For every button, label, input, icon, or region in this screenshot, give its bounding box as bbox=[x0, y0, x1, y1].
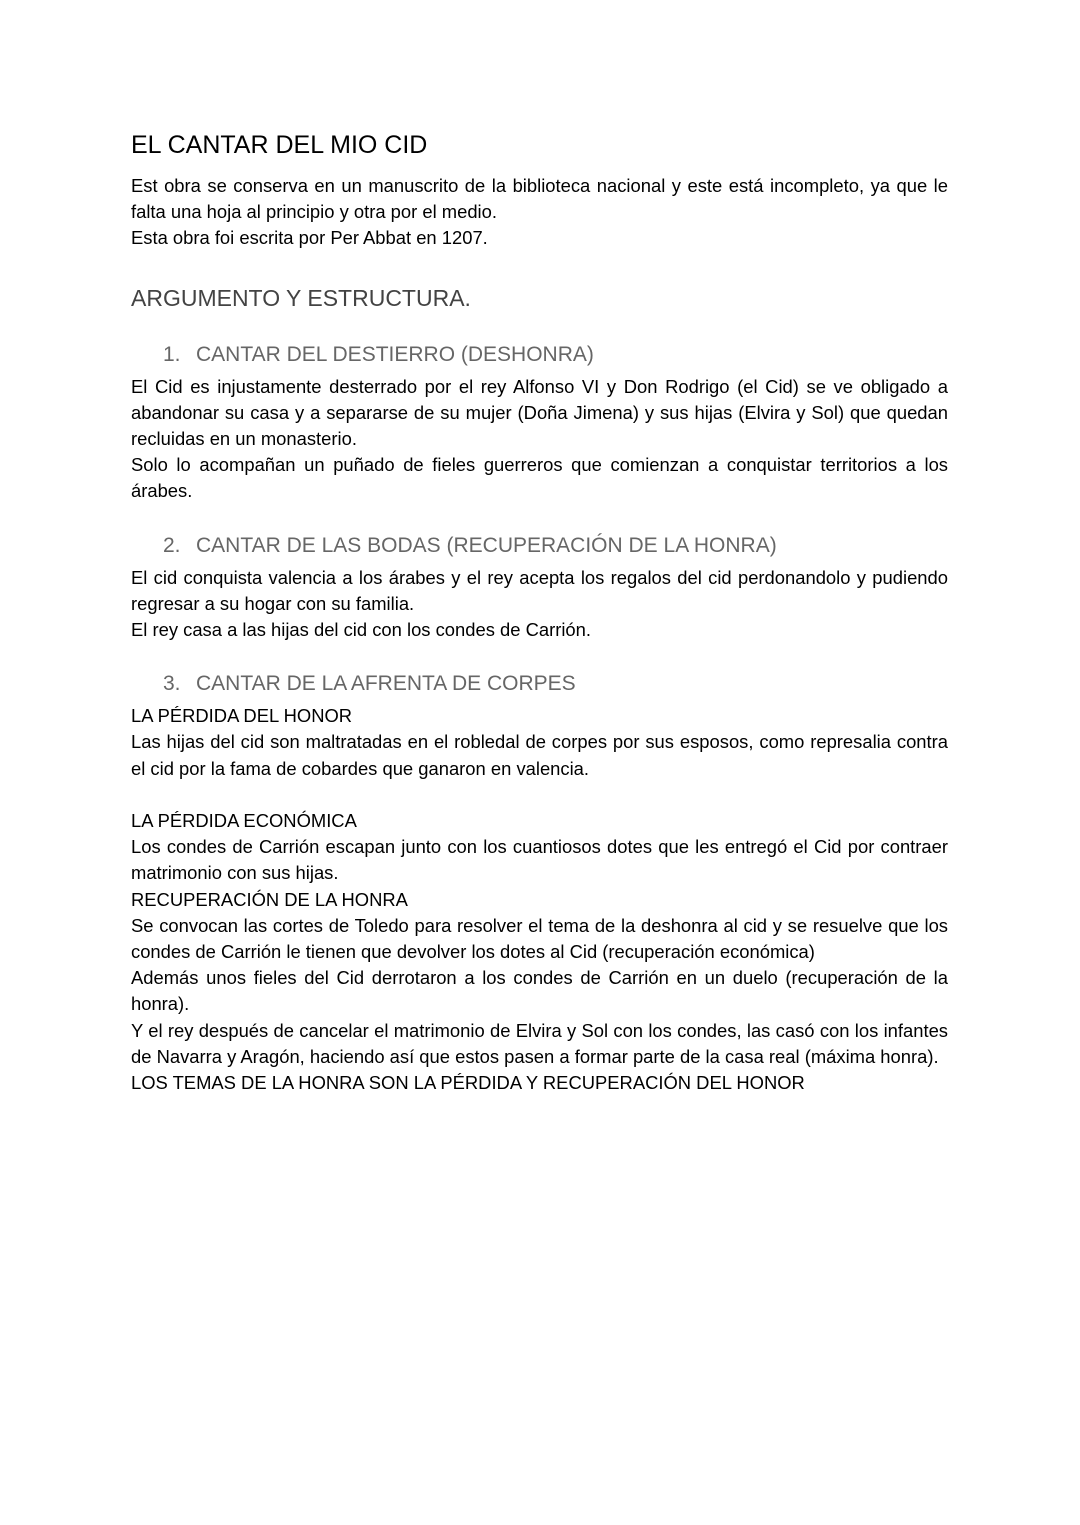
body-paragraph: Además unos fieles del Cid derrotaron a los condes de Carrión en un duelo (recuperación de la honra). bbox=[131, 967, 948, 1015]
subsection-label: LA PÉRDIDA ECONÓMICA bbox=[131, 810, 357, 832]
section-heading: ARGUMENTO Y ESTRUCTURA. bbox=[131, 284, 471, 311]
body-paragraph: Y el rey después de cancelar el matrimonio de Elvira y Sol con los condes, las casó con los infantes de Navarra y Aragón, haciendo así que estos pasen a formar parte de la casa real (máxima honra). bbox=[131, 1019, 948, 1067]
body-paragraph: Se convocan las cortes de Toledo para resolver el tema de la deshonra al cid y se resuelve que los condes de Carrión le tienen que devolver los dotes al Cid (recuperación económica) bbox=[131, 914, 948, 963]
subsection-label: RECUPERACIÓN DE LA HONRA bbox=[131, 888, 408, 910]
blank-line bbox=[131, 782, 948, 808]
cantar-heading-text: CANTAR DE LAS BODAS (RECUPERACIÓN DE LA HONRA) bbox=[196, 533, 777, 557]
subsection-label: LA PÉRDIDA DEL HONOR bbox=[131, 705, 353, 727]
list-number: 3. bbox=[163, 672, 181, 696]
document-page bbox=[131, 127, 948, 1096]
document-title: EL CANTAR DEL MIO CID bbox=[131, 131, 428, 159]
cantar-heading-text: CANTAR DE LA AFRENTA DE CORPES bbox=[196, 672, 576, 696]
body-paragraph: El Cid es injustamente desterrado por el rey Alfonso VI y Don Rodrigo (el Cid) se ve obligado a abandonar su casa y a separarse de su mujer (Doña Jimena) y sus hijas (Elvira y Sol) que quedan recluidas en un monasterio. bbox=[131, 375, 948, 450]
body-paragraph: El rey casa a las hijas del cid con los condes de Carrión. bbox=[131, 619, 591, 641]
list-number: 2. bbox=[163, 533, 181, 557]
cantar-heading bbox=[163, 669, 948, 699]
body-paragraph: Solo lo acompañan un puñado de fieles guerreros que comienzan a conquistar territorios a los árabes. bbox=[131, 454, 948, 502]
conclusion-line: LOS TEMAS DE LA HONRA SON LA PÉRDIDA Y RECUPERACIÓN DEL HONOR bbox=[131, 1072, 805, 1094]
body-paragraph: El cid conquista valencia a los árabes y el rey acepta los regalos del cid perdonandolo y pudiendo regresar a su hogar con su familia. bbox=[131, 566, 948, 614]
intro-paragraph: Esta obra foi escrita por Per Abbat en 1207. bbox=[131, 227, 488, 249]
cantar-heading-text: CANTAR DEL DESTIERRO (DESHONRA) bbox=[196, 342, 594, 366]
cantar-heading bbox=[163, 340, 948, 370]
intro-paragraph: Est obra se conserva en un manuscrito de la biblioteca nacional y este está incompleto, ya que le falta una hoja al principio y otra por el medio. bbox=[131, 175, 948, 223]
cantar-heading bbox=[163, 531, 948, 561]
body-paragraph: Las hijas del cid son maltratadas en el robledal de corpes por sus esposos, como represalia contra el cid por la fama de cobardes que ganaron en valencia. bbox=[131, 731, 948, 779]
list-number: 1. bbox=[163, 342, 181, 366]
body-paragraph: Los condes de Carrión escapan junto con los cuantiosos dotes que les entregó el Cid por contraer matrimonio con sus hijas. bbox=[131, 836, 948, 884]
